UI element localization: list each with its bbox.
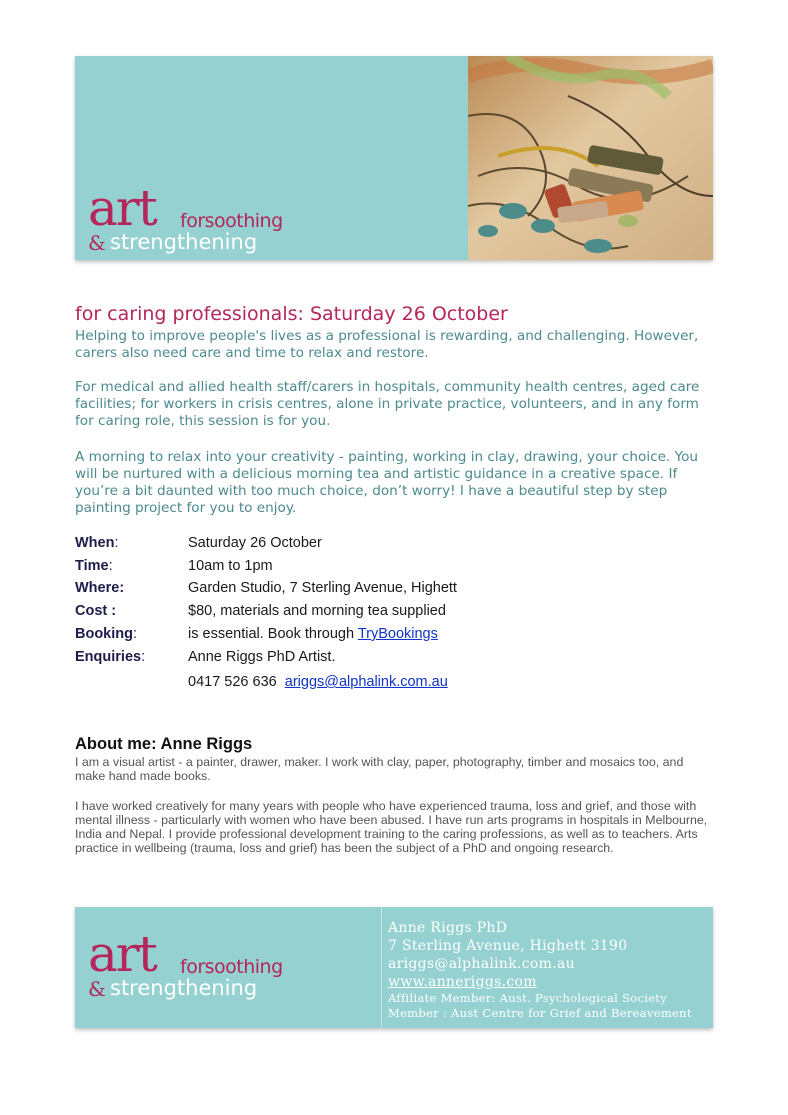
footer-name: Anne Riggs PhD (388, 920, 508, 936)
where-label: Where: (75, 580, 125, 596)
trybookings-link[interactable]: TryBookings (357, 626, 438, 642)
about-title: About me: Anne Riggs (75, 735, 253, 753)
time-label: Time (75, 558, 109, 574)
footer-email[interactable]: ariggs@alphalink.com.au (388, 956, 575, 972)
when-label: When (75, 535, 115, 551)
event-paragraph-1: Helping to improve people's lives as a professional is rewarding, and challenging. However, carers also need care and time to relax and restore. (75, 328, 699, 361)
footer-logo-forsoothing-text: forsoothing (180, 956, 283, 978)
footer-banner (75, 907, 713, 1028)
logo-strengthening-text: strengthening (110, 230, 258, 254)
cost-value: $80, materials and morning tea supplied (188, 603, 446, 619)
time-value: 10am to 1pm (188, 558, 273, 574)
enquiries-label: Enquiries (75, 649, 142, 665)
footer-website-link[interactable]: www.anneriggs.com (388, 974, 537, 990)
footer-logo-art-text: art (88, 925, 156, 983)
logo-ampersand: & (88, 231, 106, 255)
enquiries-value: Anne Riggs PhD Artist. (188, 649, 336, 665)
footer-logo-ampersand: & (88, 977, 106, 1001)
about-paragraph-2: I have worked creatively for many years with people who have experienced trauma, loss and grief, and those with mental illness - particularly with women who have been abused. I have run arts programs in hospitals in Melbourne, India and Nepal. I provide professional development training to the caring professions, as well as to teachers. Arts practice in wellbeing (trauma, loss and grief) has been the subject of a PhD and ongoing research. (75, 799, 708, 855)
booking-text: is essential. Book through (188, 626, 358, 642)
pastels-photo (468, 56, 713, 260)
footer-affiliation-1: Affiliate Member: Aust. Psychological Society (388, 991, 668, 1005)
logo-art-text: art (88, 179, 156, 237)
cost-label: Cost : (75, 603, 117, 619)
header-banner (75, 56, 713, 260)
where-value: Garden Studio, 7 Sterling Avenue, Highett (188, 580, 457, 596)
footer-contact (388, 919, 692, 1021)
about-paragraph-1: I am a visual artist - a painter, drawer, maker. I work with clay, paper, photography, timber and mosaics too, and make hand made books. (75, 755, 684, 783)
phone-number: 0417 526 636 (188, 674, 277, 690)
when-value: Saturday 26 October (188, 535, 322, 551)
pastels-image (468, 56, 713, 260)
booking-label: Booking (75, 626, 133, 642)
footer-logo-strengthening-text: strengthening (110, 976, 258, 1000)
event-title: for caring professionals: Saturday 26 October (75, 303, 508, 325)
event-paragraph-3: A morning to relax into your creativity - painting, working in clay, drawing, your choice. You will be nurtured with a delicious morning tea and artistic guidance in a creative space. If you’re a bit daunted with too much choice, don’t worry! I have a beautiful step by step painting project for you to enjoy. (75, 449, 699, 516)
footer-affiliation-2: Member : Aust Centre for Grief and Bereavement (388, 1006, 692, 1020)
logo-forsoothing-text: forsoothing (180, 210, 283, 232)
email-link[interactable]: ariggs@alphalink.com.au (284, 674, 448, 690)
footer-divider (381, 907, 382, 1028)
event-paragraph-2: For medical and allied health staff/carers in hospitals, community health centres, aged care facilities; for workers in crisis centres, alone in private practice, volunteers, and in any form for caring role, this session is for you. (75, 379, 700, 429)
footer-address: 7 Sterling Avenue, Highett 3190 (388, 938, 628, 954)
